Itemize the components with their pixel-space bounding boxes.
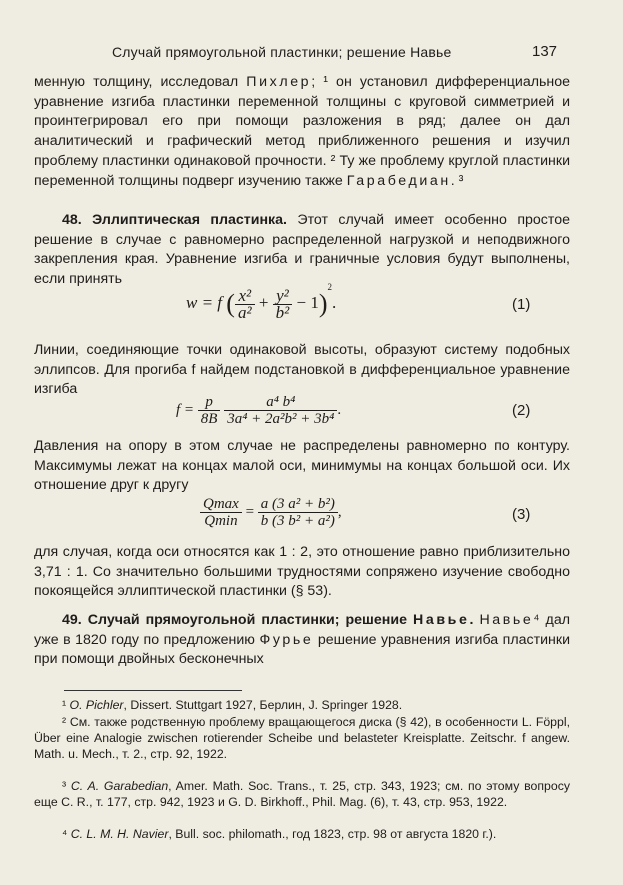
footnote-1: ¹ O. Pichler, Dissert. Stuttgart 1927, Берлин, J. Springer 1928. bbox=[62, 698, 403, 712]
page-number: 137 bbox=[532, 43, 558, 60]
equation-2: f = $\frac{p}{8B}$ $\frac{\text{a⁴ b⁴}}{\text{3a⁴ + 2a²b² + 3b⁴}}$ . bbox=[176, 394, 342, 427]
paragraph-ratio: для случая, когда оси относятся как 1 : 2, это отношение равно приблизительно 3,71 : 1. Со значительно большими трудностями сопряжено изучение свободно покоящейся эллиптической пластинки (§ 53). bbox=[34, 544, 570, 600]
equation-3: $\frac{Qmax}{Qmin}$ = $\frac{\text{a (3 a² + b²)}}{\text{b (3 b² + a²)}}$ , bbox=[200, 496, 342, 529]
section-heading: 48. Эллиптическая пластинка. bbox=[62, 212, 287, 228]
paragraph-pressures: Давления на опору в этом случае не распределены равномерно по контуру. Максимумы лежат на концах малой оси, минимумы на концах большой оси. Их отношение друг к другу bbox=[34, 438, 570, 494]
equation-number: (3) bbox=[512, 506, 531, 523]
section-49: 49. Случай прямоугольной пластинки; решение Навье. Навье⁴ дал уже в 1820 году по предложению Фурье решение уравнения изгиба пластинки при помощи двойных бесконечных bbox=[34, 612, 570, 668]
section-heading: 49. Случай прямоугольной пластинки; решение Навье. bbox=[62, 612, 474, 628]
equation-number: (1) bbox=[512, 296, 531, 313]
author-name: Гарабедиан bbox=[346, 172, 451, 189]
equation-number: (2) bbox=[512, 402, 531, 419]
paragraph-pichler: менную толщину, исследовал Пихлер; ¹ он установил дифференциальное уравнение изгиба пластинки переменной толщины с круговой симметрией и проинтегрировал его при помощи разложения в ряд; далее он дал аналитический и графический метод приближенного решения и изучил проблему пластинки одинаковой прочности. ² Ту же проблему круглой пластинки переменной толщины подверг изучению также Гарабедиан. ³ bbox=[34, 74, 570, 189]
footnote-divider bbox=[64, 690, 242, 691]
paragraph-ellipses: Линии, соединяющие точки одинаковой высоты, образуют систему подобных эллипсов. Для прогиба f найдем подстановкой в дифференциальное уравнение изгиба bbox=[34, 342, 570, 398]
section-48: 48. Эллиптическая пластинка. Этот случай имеет особенно простое решение в случае с равномерно распределенной нагрузкой и неподвижного закрепления края. Уравнение изгиба и граничные условия будут выполнены, если принять bbox=[34, 212, 571, 288]
author-name: Пихлер bbox=[246, 74, 312, 90]
footnote-3: ³ C. A. Garabedian, Amer. Math. Soc. Trans., т. 25, стр. 343, 1923; см. по этому вопросу еще C. R., т. 177, стр. 942, 1923 и G. D. Birkhoff., Phil. Mag. (6), т. 43, стр. 953, 1922. bbox=[34, 779, 571, 809]
footnote-2: ² См. также родственную проблему вращающегося диска (§ 42), в особенности L. Föppl, Über eine Analogie zwischen rotierender Scheibe und belasteter Kreisplatte. Zeitschr. f angew. Math. u. Mech., т. 2., стр. 92, 1922. bbox=[34, 715, 570, 761]
footnote-4: ⁴ C. L. M. H. Navier, Bull. soc. philomath., год 1823, стр. 98 от августа 1820 г.). bbox=[62, 827, 497, 841]
running-title: Случай прямоугольной пластинки; решение Навье bbox=[112, 44, 452, 60]
equation-1: w = f ( $\frac{\text{x²}}{\text{a²}}$ + $\frac{\text{y²}}{\text{b²}}$ − 1)$^2$. bbox=[186, 282, 337, 322]
